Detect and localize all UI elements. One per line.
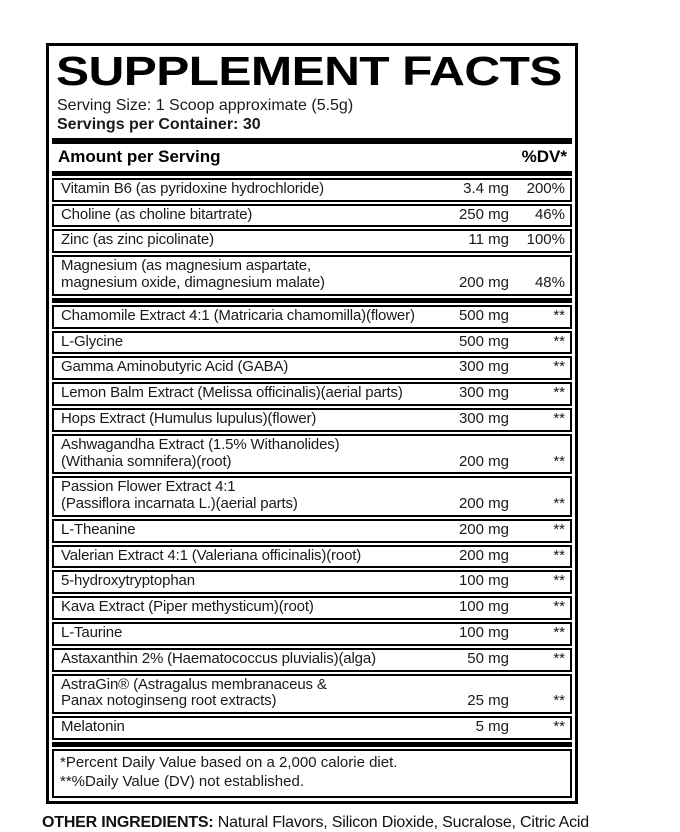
ingredient-dv: ** (553, 598, 565, 616)
ingredient-name: Chamomile Extract 4:1 (Matricaria chamomilla)(flower) (61, 306, 415, 324)
ingredient-name: AstraGin® (Astragalus membranaceus & Panax notoginseng root extracts) (61, 675, 327, 710)
ingredient-name: Melatonin (61, 718, 125, 736)
ingredient-amount: 25 mg (467, 692, 509, 710)
ingredient-amount: 250 mg (458, 205, 509, 223)
ingredient-dv: 100% (526, 231, 565, 249)
ingredient-name: Choline (as choline bitartrate) (61, 205, 253, 223)
ingredient-row (52, 476, 572, 517)
ingredient-amount: 200 mg (458, 452, 509, 470)
divider-bar (52, 138, 572, 144)
ingredient-amount: 50 mg (467, 649, 509, 667)
supplement-facts-panel (46, 43, 578, 804)
ingredient-amount: 300 mg (458, 409, 509, 427)
ingredient-amount: 300 mg (458, 384, 509, 402)
ingredient-amount: 11 mg (468, 231, 509, 249)
ingredient-amount: 200 mg (458, 273, 509, 291)
ingredient-dv: ** (553, 358, 565, 376)
divider-bar (52, 298, 572, 303)
footnote-dv-not-established: **%Daily Value (DV) not established. (60, 772, 305, 790)
ingredient-amount: 200 mg (458, 495, 509, 513)
divider-bar (52, 742, 572, 747)
ingredient-row (52, 596, 572, 620)
ingredient-amount: 300 mg (458, 358, 509, 376)
ingredient-name: L-Taurine (61, 624, 123, 642)
footnote-box (52, 749, 572, 798)
ingredient-name: Hops Extract (Humulus lupulus)(flower) (61, 409, 317, 427)
ingredient-dv: ** (553, 692, 565, 710)
ingredient-dv: 46% (534, 205, 565, 223)
ingredient-dv: ** (553, 495, 565, 513)
ingredient-name: Zinc (as zinc picolinate) (61, 231, 214, 249)
ingredient-amount: 200 mg (458, 520, 509, 538)
ingredient-name: L-Theanine (61, 520, 136, 538)
ingredient-row (52, 331, 572, 355)
ingredient-row (52, 356, 572, 380)
ingredient-row (52, 382, 572, 406)
ingredient-dv: 200% (526, 179, 565, 197)
ingredient-row (52, 229, 572, 253)
ingredient-row (52, 674, 572, 715)
ingredient-name: Valerian Extract 4:1 (Valeriana officinalis)(root) (61, 546, 362, 564)
ingredient-row (52, 716, 572, 740)
ingredient-dv: ** (553, 332, 565, 350)
ingredient-row (52, 305, 572, 329)
footnote-dv-basis: *Percent Daily Value based on a 2,000 calorie diet. (60, 754, 398, 772)
panel-title: SUPPLEMENT FACTS (56, 48, 562, 94)
ingredient-row (52, 178, 572, 202)
ingredient-name: Kava Extract (Piper methysticum)(root) (61, 598, 314, 616)
ingredient-name: 5-hydroxytryptophan (61, 572, 195, 590)
ingredient-name: Ashwagandha Extract (1.5% Withanolides) (Withania somnifera)(root) (61, 435, 340, 470)
ingredient-dv: ** (553, 520, 565, 538)
ingredient-amount: 100 mg (458, 598, 509, 616)
other-ingredients-line (42, 813, 589, 832)
ingredient-name: Passion Flower Extract 4:1 (Passiflora incarnata L.)(aerial parts) (61, 478, 298, 513)
ingredient-dv: ** (553, 452, 565, 470)
ingredient-amount: 100 mg (458, 624, 509, 642)
ingredient-name: Astaxanthin 2% (Haematococcus pluvialis)(alga) (61, 649, 376, 667)
ingredient-dv: ** (553, 384, 565, 402)
divider-bar (52, 171, 572, 176)
serving-size-text: Serving Size: 1 Scoop approximate (5.5g) (57, 96, 354, 114)
ingredient-name: Lemon Balm Extract (Melissa officinalis)(aerial parts) (61, 384, 403, 402)
ingredient-amount: 3.4 mg (463, 179, 509, 197)
ingredient-dv: ** (553, 624, 565, 642)
other-ingredients-value: Natural Flavors, Silicon Dioxide, Sucralose, Citric Acid (213, 813, 589, 831)
ingredient-row (52, 545, 572, 569)
ingredient-name: L-Glycine (61, 332, 124, 350)
ingredient-dv: ** (553, 409, 565, 427)
herbal-blend-section (52, 305, 572, 740)
ingredient-dv: ** (553, 718, 565, 736)
ingredient-amount: 100 mg (458, 572, 509, 590)
ingredient-dv: 48% (534, 273, 565, 291)
ingredient-dv: ** (553, 649, 565, 667)
servings-per-container-text: Servings per Container: 30 (57, 116, 261, 133)
ingredient-row (52, 204, 572, 228)
table-header-row (52, 146, 572, 169)
ingredient-dv: ** (553, 546, 565, 564)
ingredient-row (52, 570, 572, 594)
other-ingredients-label: OTHER INGREDIENTS: (42, 813, 214, 831)
dv-header: %DV* (521, 147, 567, 167)
ingredient-amount: 5 mg (475, 718, 509, 736)
ingredient-name: Magnesium (as magnesium aspartate, magnesium oxide, dimagnesium malate) (61, 257, 325, 291)
ingredient-dv: ** (553, 306, 565, 324)
amount-per-serving-header: Amount per Serving (58, 147, 221, 167)
ingredient-amount: 200 mg (458, 546, 509, 564)
ingredient-row (52, 434, 572, 475)
ingredient-row (52, 519, 572, 543)
ingredient-row (52, 408, 572, 432)
ingredient-amount: 500 mg (458, 306, 509, 324)
ingredient-row (52, 622, 572, 646)
ingredient-row (52, 648, 572, 672)
ingredient-name: Vitamin B6 (as pyridoxine hydrochloride) (61, 179, 325, 197)
ingredient-dv: ** (553, 572, 565, 590)
ingredient-row (52, 255, 572, 296)
ingredient-name: Gamma Aminobutyric Acid (GABA) (61, 358, 289, 376)
vitamins-minerals-section (52, 178, 572, 296)
ingredient-amount: 500 mg (458, 332, 509, 350)
